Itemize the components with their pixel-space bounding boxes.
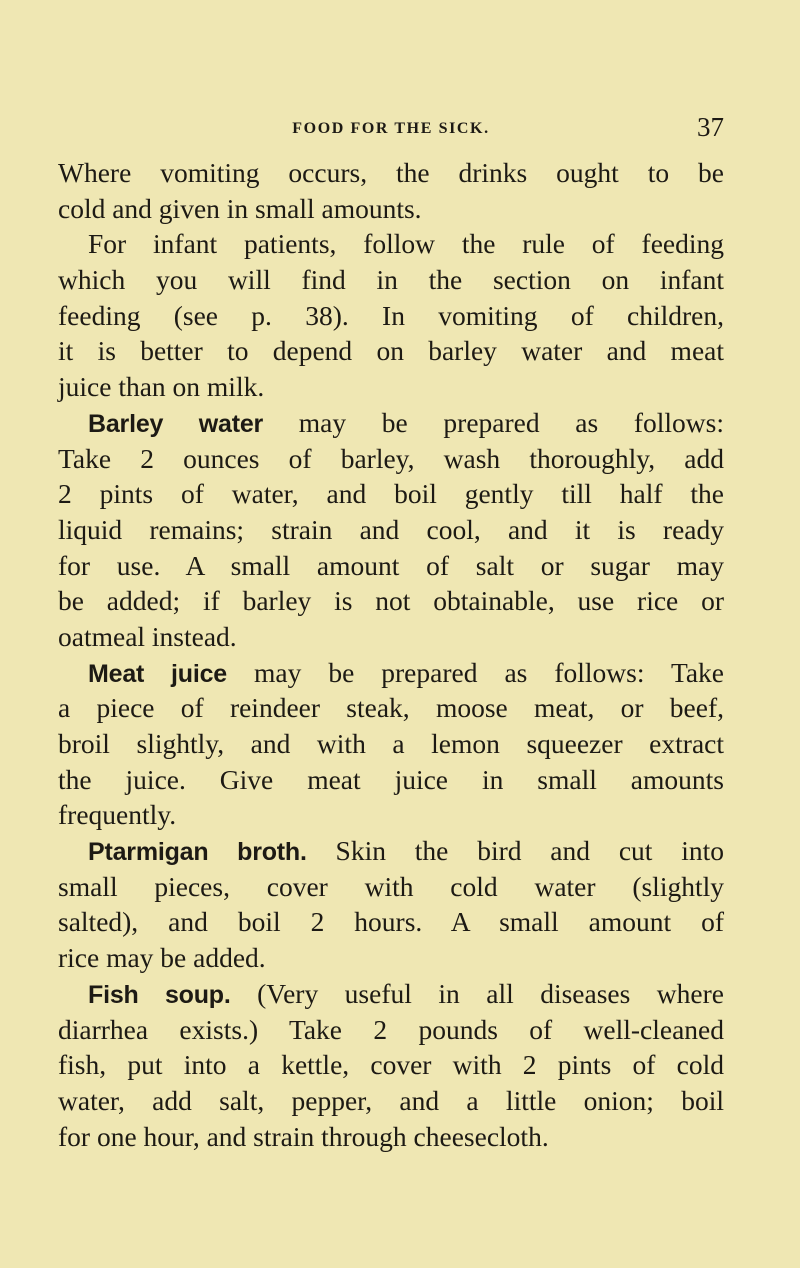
running-head (58, 114, 724, 144)
text-line: small pieces, cover with cold water (slightly (58, 870, 724, 902)
text-run: may be prepared as follows: Take (227, 656, 725, 688)
body-text (58, 155, 724, 1154)
text-line: water, add salt, pepper, and a little onion; boil (58, 1084, 724, 1116)
text-line: feeding (see p. 38). In vomiting of children, (58, 299, 724, 331)
text-line: Take 2 ounces of barley, wash thoroughly, add (58, 442, 724, 474)
section-heading-barley-water: Barley water (88, 409, 264, 438)
text-line: frequently. (58, 799, 177, 831)
text-line: juice than on milk. (58, 371, 265, 403)
text-line: for one hour, and strain through cheesecloth. (58, 1120, 549, 1152)
text-run: Skin the bird and cut into (306, 835, 724, 867)
text-line: the juice. Give meat juice in small amounts (58, 763, 724, 795)
text-line: oatmeal instead. (58, 620, 237, 652)
text-line: salted), and boil 2 hours. A small amount of (58, 906, 724, 938)
text-line: which you will find in the section on infant (58, 264, 724, 296)
text-line (58, 976, 724, 1012)
section-heading-ptarmigan-broth: Ptarmigan broth. (88, 838, 307, 867)
text-line (58, 655, 724, 691)
text-line: rice may be added. (58, 942, 266, 974)
text-line (58, 833, 724, 869)
text-line: it is better to depend on barley water and meat (58, 335, 724, 367)
text-line: diarrhea exists.) Take 2 pounds of well-cleaned (58, 1013, 724, 1045)
section-heading-meat-juice: Meat juice (88, 659, 227, 688)
text-line: liquid remains; strain and cool, and it is ready (58, 513, 724, 545)
text-run: may be prepared as follows: (263, 406, 724, 438)
running-title: FOOD FOR THE SICK. (292, 120, 490, 137)
text-line: be added; if barley is not obtainable, use rice or (58, 585, 724, 617)
section-heading-fish-soup: Fish soup. (88, 980, 231, 1009)
text-line: Where vomiting occurs, the drinks ought to be (58, 157, 724, 188)
text-line: For infant patients, follow the rule of feeding (88, 228, 724, 260)
text-line: 2 pints of water, and boil gently till half the (58, 478, 724, 510)
text-line: broil slightly, and with a lemon squeezer extract (58, 728, 724, 759)
text-line: for use. A small amount of salt or sugar may (58, 549, 724, 581)
text-line: a piece of reindeer steak, moose meat, or beef, (58, 692, 724, 724)
page-number: 37 (697, 112, 724, 142)
text-line: cold and given in small amounts. (58, 192, 422, 224)
text-line: fish, put into a kettle, cover with 2 pints of cold (58, 1049, 724, 1081)
text-line (58, 405, 724, 441)
text-run: (Very useful in all diseases where (230, 977, 724, 1009)
